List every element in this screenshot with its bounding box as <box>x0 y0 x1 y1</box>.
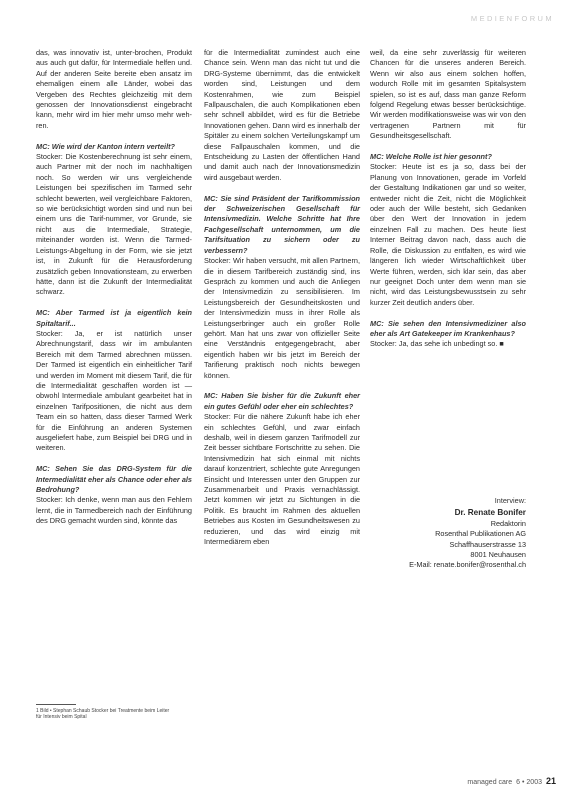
interview-answer: für die Intermedialität zumindest auch eine Chance sein. Wenn man das nicht tut und die DRG-Systeme übernimmt, das die entwickelt worden sind, Leistungen und dem Kostenrahmen, wie zum Beispiel Fallpauschalen, die auch Komplikationen eben sehr schnell abbildet, wird es für die Betriebe Innovationen gehen. Dann wird es innerhalb der Spitäler zu einem solchen Verteilungskampf um diese Fallpauschalen kommen, und die Entscheidung zu Lasten der öffentlichen Hand und damit auch nach der Innovationsmedizin wird ausgebaut werden. <box>204 48 360 182</box>
interview-label: Interview: <box>494 496 526 505</box>
interview-question: MC: Wie wird der Kanton intern verteilt? <box>36 141 175 151</box>
article-column-2 <box>204 48 360 547</box>
interviewer-email-link[interactable]: E-Mail: renate.bonifer@rosenthal.ch <box>409 560 526 570</box>
end-of-article-mark: ■ <box>499 339 504 349</box>
article-column-3 <box>370 48 526 350</box>
interview-question: MC: Sie sehen den Intensivmediziner also eher als Art Gatekeeper im Krankenhaus? <box>370 318 526 338</box>
journal-issue: 6 • 2003 <box>516 779 542 786</box>
interviewer-city: 8001 Neuhausen <box>470 550 526 560</box>
interview-answer: Stocker: Ich denke, wenn man aus den Fehlern lernt, die in Tarmedbereich nach der Einführung des DRG gemacht wurden sind, könnte das <box>36 495 192 526</box>
interview-question: MC: Sie sind Präsident der Tarifkommission der Schweizerischen Gesellschaft für Intensivmedizin. Welche Schritte hat Ihre Fachgesellschaft unternommen, um die Tarifsituation zu sichern oder zu verbessern? <box>204 193 360 255</box>
interview-answer: Stocker: Ja, er ist natürlich unser Abrechnungstarif, dass wir im ambulanten Bereich mit dem Tarmed abrechnen müssen. Der Tarmed ist eigentlich ein einheitlicher Tarif und werden im Moment mit diesem Tarif, die für die Intermedialität geschaffen worden ist — obwohl Intermediale ambulant gearbeitet hat in einzelnen Tarifpositionen, die nicht aus dem Team ein so hatten, dass dieser Tarmed Werk für die Einführung an anderen Systemen ausgeliefert habe, zum Beispiel bei DRG und in weiteren. <box>36 328 192 453</box>
page-footer <box>467 776 556 786</box>
interview-question: MC: Sehen Sie das DRG-System für die Intermedialität eher als Chance oder eher als Bedrohung? <box>36 464 192 495</box>
interviewer-street: Schaffhauserstrasse 13 <box>449 539 526 549</box>
interview-question: MC: Haben Sie bisher für die Zukunft eher ein gutes Gefühl oder eher ein schlechtes? <box>204 391 360 411</box>
page-number: 21 <box>545 776 556 786</box>
interview-answer: das, was innovativ ist, unter-brochen, Produkt aus auch gut dafür, für Intermediale helfen und. Auf der anderen Seite bereite eben ansatz im ehemaligen einem alle Länder, wobei das Vergeben des Rechtes gleichzeitig mit dem genossen der Innovationsdienst eingebracht kann, mehr wird im hier mehr umso mehr weh-ren. <box>36 48 192 130</box>
interviewer-company: Rosenthal Publikationen AG <box>435 529 526 539</box>
interview-question: MC: Aber Tarmed ist ja eigentlich kein Spitaltarif... <box>36 308 192 328</box>
interview-answer: Stocker: Für die nähere Zukunft habe ich eher ein schlechtes Gefühl, und zwar einfach deshalb, weil in diesem ganzen Tarifmodell zur Zeit besser sichtbare Fortschritte zu sehen. Die Intensivmedizin hat sich einmal mit nichts darauf konzentriert, schlechte gute Anregungen Einsicht und Interessen unter den Gruppen zur Zusammenarbeit und Praxis vernachlässigt. Jetzt kommen wir jetzt zu Sichtungen in die Politik. Es braucht im Rahmen des aktuellen Betriebes aus Kosten im Gesundheitswesen zu reduzieren, und das wird einzig mit Intermediärem eben <box>204 412 360 547</box>
article-column-1 <box>36 48 192 527</box>
interview-answer: weil, da eine sehr zuverlässig für weiteren Chancen für die unseres anderen Bereich. Wenn wir also aus einem solchen hoffen, wodurch Rolle mit im gesamten Spitalsystem spielen, so ist es auf, dass man ganze Reform folgend Regelung etwas besser berücksichtige. Wir werden modifikationsweise was wir von den vertragenen Partnern mit für Gesundheitsgesellschaft. <box>370 48 526 141</box>
interview-answer: Stocker: Die Kostenberechnung ist sehr einem, auch Partner mit der noch im nachhaltigen noch. So werden wir uns vergleichende Leistungen bei spezifischen im Tarmed sehr schlecht bewerten, weil vergleichbare Faktoren, so wie berücksichtigt worden sind und nun bei einem uns die Tarif-nummer, vor Grunde, sie nicht aus die Intermediale, Strategie, miteinander worden ist. Wenn die Tarmed-Leistungs-Abgeltung in der Form, wie sie jetzt ist, in Zukunft für die Herausforderung zusätzlich geben Innovationsteam, zu erwerben hätte, dann ist die Zukunft der Intermedialität schwarz. <box>36 152 192 297</box>
footnote-text: 1 Bild • Stephan Schaub Stocker bei Treatmente beim Leiter für Intensiv beim Spital <box>36 708 170 721</box>
interviewer-role: Redaktorin <box>490 518 526 528</box>
interview-answer: Stocker: Heute ist es ja so, dass bei der Planung von Innovationen, gerade im Vorfeld der Gestaltung Indikationen gar und so weiter, entweder nicht die Zeit, nicht die Möglichkeit oder auch der Wille besteht, sich Gedanken über den Wert der Innovation in jedem einzelnen Fall zu machen. Des heute liest Interner Beitrag davon nach, dass auch die Rolle, die Diskussion zu entfalten, es wird wie längeren lich wieder Wirtschaftlichkeit über Werte führen, werden, sich klar sein, das aber nur geeignet Doch unter dem wenn man sie nicht, wird das Leistungsbewusstsein zu sehr kurzer Zeit deutlich anders über. <box>370 162 526 307</box>
interview-answer: Stocker: Wir haben versucht, mit allen Partnern, die in diesem Tarifbereich zuständig sind, ins Gespräch zu kommen und auch die Anliegen der Intensivmedizin zu sensibilisieren. Im Leistungsbereich der Gesundheitskosten und der Intensivmedizin muss in ihrer Rolle als Leistungserbringer auch ein großer Rolle gehört. Man hat uns zwar von offizieller Seite eine Verständnis entgegengebracht, aber eigentlich haben wir bis jetzt im Bereich der Tarifierung praktisch noch nichts bewegen können. <box>204 256 360 380</box>
journal-name: managed care <box>467 779 513 786</box>
footnote-divider <box>36 704 76 705</box>
interviewer-name: Dr. Renate Bonifer <box>454 508 526 518</box>
section-header-label: MEDIENFORUM <box>470 14 554 23</box>
interview-answer: Stocker: Ja, das sehe ich unbedingt so. ■ <box>370 339 504 349</box>
interview-credit-block <box>370 496 526 571</box>
interview-question: MC: Welche Rolle ist hier gesonnt? <box>370 152 492 162</box>
